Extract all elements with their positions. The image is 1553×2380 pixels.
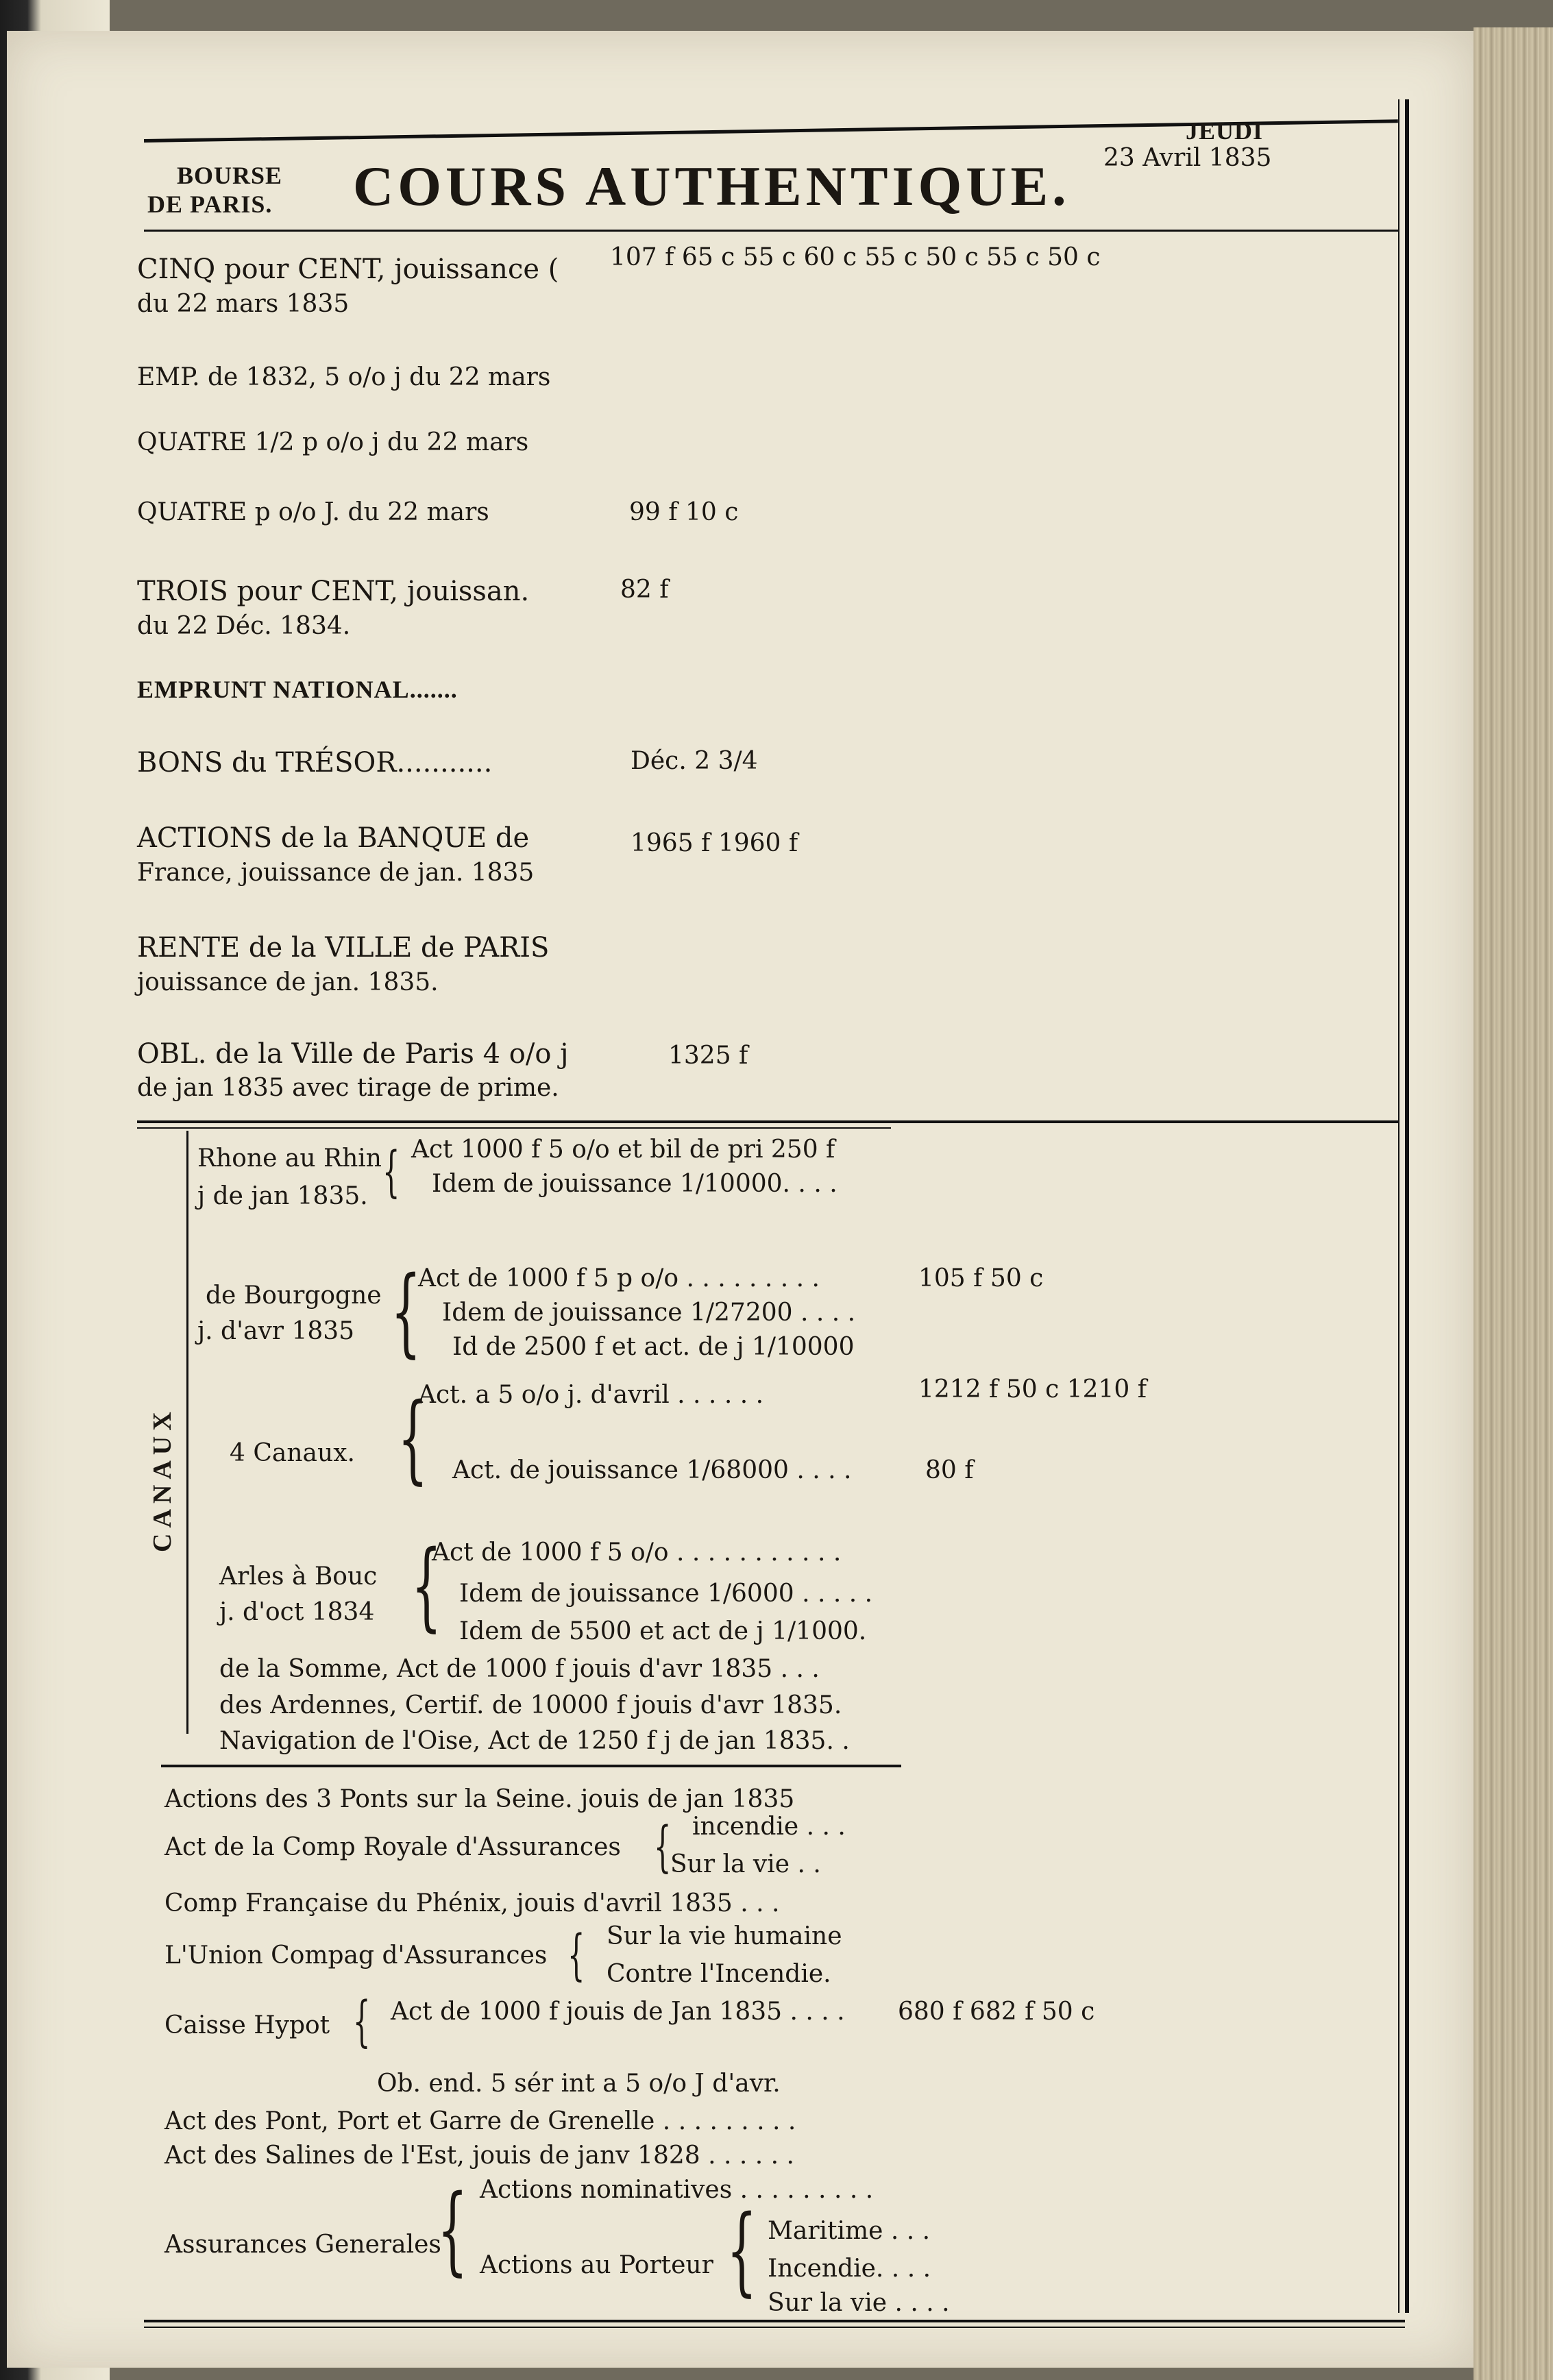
right-border-rule-inner [1398,99,1399,2313]
rente-ville-paris-line1: RENTE de la VILLE de PARIS [137,932,550,964]
ag-porteur: Actions au Porteur [480,2251,713,2279]
canal-bourgogne-row1-value: 105 f 50 c [918,1264,1044,1292]
comp-phenix: Comp Française du Phénix, jouis d'avril 1835 . . . [164,1889,780,1917]
canal-arles-row2: Idem de jouissance 1/6000 . . . . . [459,1580,873,1608]
canaux-label: CANAUX [148,1406,177,1552]
obl-ville-paris-line2: de jan 1835 avec tirage de prime. [137,1074,559,1102]
canal-quatre-name: 4 Canaux. [230,1439,355,1467]
actions-banque-line2: France, jouissance de jan. 1835 [137,859,535,887]
bons-tresor: BONS du TRÉSOR........... [137,747,493,778]
canal-arles-row3: Idem de 5500 et act de j 1/1000. [459,1617,867,1645]
act-salines: Act des Salines de l'Est, jouis de janv 1828 . . . . . . [164,2142,794,2170]
ponts-seine: Actions des 3 Ponts sur la Seine. jouis de jan 1835 [164,1785,795,1813]
caisse-name: Caisse Hypot [164,2011,330,2039]
rente-cinq-value: 107 f 65 c 55 c 60 c 55 c 50 c 55 c 50 c [610,243,1101,271]
rente-cinq-line2: du 22 mars 1835 [137,290,350,318]
brace-ag-porteur: { [726,2195,757,2307]
act-grenelle: Act des Pont, Port et Garre de Grenelle . . . . . . . . . [164,2107,796,2135]
canal-rhone-row2: Idem de jouissance 1/10000. . . . [432,1170,837,1198]
canal-rhone-date: j de jan 1835. [197,1182,368,1210]
canal-somme: de la Somme, Act de 1000 f jouis d'avr 1835 . . . [219,1655,820,1683]
bourse-label-2: DE PARIS. [147,191,273,218]
canal-quatre-row2: Act. de jouissance 1/68000 . . . . [452,1456,852,1484]
bourse-label-1: BOURSE [177,162,283,189]
caisse-value: 680 f 682 f 50 c [898,1998,1095,2026]
ag-opt2: Incendie. . . . [768,2255,931,2283]
canal-quatre-row1: Act. a 5 o/o j. d'avril . . . . . . [418,1381,764,1409]
header-rule-bottom [144,230,1398,232]
union-opt2: Contre l'Incendie. [607,1960,831,1988]
rente-trois-line1: TROIS pour CENT, jouissan. [137,576,530,607]
actions-banque-value: 1965 f 1960 f [631,829,798,857]
brace-rhone: { [382,1140,400,1203]
rente-trois-line2: du 22 Déc. 1834. [137,612,351,640]
comp-royale-opt2: Sur la vie . . [670,1850,821,1878]
ag-name: Assurances Generales [164,2231,441,2259]
obl-ville-paris-value: 1325 f [668,1042,748,1070]
canal-arles-name: Arles à Bouc [219,1562,378,1591]
brace-ag: { [437,2174,468,2286]
obl-ville-paris-line1: OBL. de la Ville de Paris 4 o/o j [137,1038,569,1070]
rente-quatre-demi: QUATRE 1/2 p o/o j du 22 mars [137,428,529,456]
rente-emp-1832: EMP. de 1832, 5 o/o j du 22 mars [137,363,551,391]
canal-quatre-row1-value: 1212 f 50 c 1210 f [918,1375,1147,1403]
divers-rule-top [161,1765,901,1767]
rente-quatre: QUATRE p o/o J. du 22 mars [137,498,489,526]
emprunt-national: EMPRUNT NATIONAL....... [137,676,458,703]
ag-opt3: Sur la vie . . . . [768,2289,950,2317]
canaux-rule-top-2 [137,1127,891,1129]
canal-bourgogne-date: j. d'avr 1835 [197,1317,355,1345]
canal-quatre-row2-value: 80 f [925,1456,974,1484]
union-opt1: Sur la vie humaine [607,1922,842,1950]
comp-royale-name: Act de la Comp Royale d'Assurances [164,1833,621,1861]
right-border-rule [1405,99,1409,2313]
ob-end: Ob. end. 5 sér int a 5 o/o J d'avr. [377,2070,781,2098]
bottom-rule-2 [144,2327,1405,2328]
ag-nominatives: Actions nominatives . . . . . . . . . [480,2176,874,2204]
canal-oise: Navigation de l'Oise, Act de 1250 f j de jan 1835. . [219,1727,850,1755]
page-edges [1473,27,1553,2380]
canaux-vertical-rule [186,1131,188,1734]
actions-banque-line1: ACTIONS de la BANQUE de [137,822,530,854]
bottom-rule-1 [144,2320,1405,2322]
canal-bourgogne-name: de Bourgogne [206,1281,382,1310]
caisse-text: Act de 1000 f jouis de Jan 1835 . . . . [391,1998,845,2026]
brace-bourgogne: { [391,1256,421,1368]
canal-arles-row1: Act de 1000 f 5 o/o . . . . . . . . . . . [432,1538,842,1567]
header-day: JEUDI [1186,117,1264,145]
rente-trois-value: 82 f [620,576,669,604]
page-title: COURS AUTHENTIQUE. [353,155,1071,217]
ledger-page [7,31,1473,2368]
canal-rhone-name: Rhone au Rhin [197,1144,382,1173]
header-date: 23 Avril 1835 [1103,144,1272,172]
brace-caisse: { [353,1989,371,2053]
canal-arles-date: j. d'oct 1834 [219,1598,375,1626]
rente-ville-paris-line2: jouissance de jan. 1835. [137,968,439,996]
brace-arles: { [411,1530,442,1642]
brace-quatre: { [398,1383,428,1495]
brace-union: { [567,1923,585,1987]
canal-bourgogne-row2: Idem de jouissance 1/27200 . . . . [442,1299,856,1327]
rente-cinq-line1: CINQ pour CENT, jouissance ( [137,254,559,285]
canal-bourgogne-row1: Act de 1000 f 5 p o/o . . . . . . . . . [418,1264,820,1292]
canal-ardennes: des Ardennes, Certif. de 10000 f jouis d'avr 1835. [219,1691,842,1719]
canaux-rule-top [137,1120,1398,1123]
canal-bourgogne-row3: Id de 2500 f et act. de j 1/10000 [452,1333,855,1361]
brace-comp-royale: { [654,1815,672,1878]
union-name: L'Union Compag d'Assurances [164,1941,548,1970]
rente-quatre-value: 99 f 10 c [629,498,739,526]
ag-opt1: Maritime . . . [768,2217,931,2245]
canal-rhone-row1: Act 1000 f 5 o/o et bil de pri 250 f [411,1136,835,1164]
comp-royale-opt1: incendie . . . [692,1813,846,1841]
bons-tresor-value: Déc. 2 3/4 [631,747,758,775]
